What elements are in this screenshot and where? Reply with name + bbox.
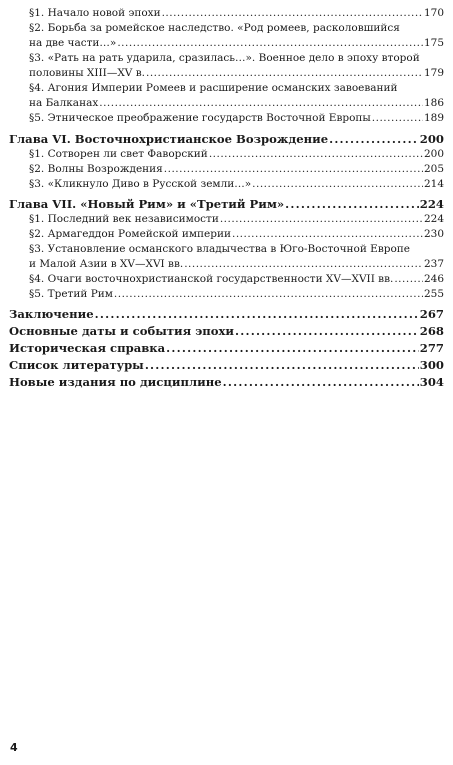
toc-page-number: 277 — [419, 341, 444, 355]
toc-entry-line — [29, 162, 444, 177]
toc-entry-title-line: §3. «Рать на рать ударила, сразилась…». Военное дело в эпоху второй — [29, 52, 420, 64]
toc-entry-line — [29, 212, 444, 227]
toc-entry-line — [9, 340, 444, 356]
toc-entry-title: Основные даты и события эпохи — [9, 324, 234, 338]
toc-page-number: 200 — [419, 132, 444, 146]
dot-leader — [95, 306, 419, 322]
toc-entry-title: Историческая справка — [9, 341, 166, 355]
toc-page-number: 300 — [419, 358, 444, 372]
dot-leader — [252, 177, 423, 192]
dot-leader — [166, 340, 419, 356]
toc-entry-line — [29, 66, 444, 81]
toc-entry-title: §5. Этническое преображение государств Восточной Европы — [29, 112, 371, 124]
toc-chapter-entry[interactable] — [9, 357, 444, 373]
toc-entry-line — [29, 147, 444, 162]
toc-page-number: 246 — [423, 273, 444, 285]
toc-chapter-entry[interactable] — [9, 374, 444, 390]
toc-entry-title-line: §3. Установление османского владычества в Юго-Восточной Европе — [29, 243, 411, 255]
toc-entry-title: Список литературы — [9, 358, 144, 372]
toc-section-entry[interactable] — [29, 227, 444, 242]
toc-entry-title: §1. Последний век независимости — [29, 213, 219, 225]
toc-entry-line — [29, 287, 444, 302]
toc-chapter-entry[interactable] — [9, 196, 444, 212]
toc-page-number: 170 — [423, 7, 444, 19]
toc-page-number: 255 — [423, 288, 444, 300]
toc-entry-line — [29, 177, 444, 192]
toc-entry-line — [9, 306, 444, 322]
toc-entry-line — [9, 131, 444, 147]
toc-page-number: 205 — [423, 163, 444, 175]
toc-page-number: 237 — [423, 258, 444, 270]
toc-entry-title-line: §2. Борьба за ромейское наследство. «Род ромеев, расколовшийся — [29, 22, 400, 34]
toc-entry-title: на две части…» — [29, 37, 117, 49]
toc-chapter-entry[interactable] — [9, 323, 444, 339]
toc-entry-title: §3. «Кликнуло Диво в Русской земли…» — [29, 178, 252, 190]
toc-section-entry[interactable] — [29, 147, 444, 162]
toc-page-number: 224 — [423, 213, 444, 225]
dot-leader — [285, 196, 419, 212]
toc-entry-line — [9, 323, 444, 339]
toc-entry-line — [29, 272, 444, 287]
toc-section-entry[interactable] — [29, 177, 444, 192]
toc-entry-title: Заключение — [9, 307, 94, 321]
dot-leader — [162, 6, 423, 21]
dot-leader — [99, 96, 423, 111]
toc-entry-line — [29, 36, 444, 51]
toc-section-entry[interactable] — [29, 111, 444, 126]
dot-leader — [372, 111, 423, 126]
toc-page-number: 186 — [423, 97, 444, 109]
toc-entry-title-line: §4. Агония Империи Ромеев и расширение османских завоеваний — [29, 82, 398, 94]
toc-page-number: 224 — [419, 197, 444, 211]
dot-leader — [164, 162, 423, 177]
dot-leader — [223, 374, 419, 390]
toc-page-number: 230 — [423, 228, 444, 240]
toc-entry-title: Новые издания по дисциплине — [9, 375, 222, 389]
toc-entry-line — [29, 257, 444, 272]
toc-page-number: 179 — [423, 67, 444, 79]
toc-entry-line — [29, 111, 444, 126]
toc-section-entry[interactable] — [29, 6, 444, 21]
toc-entry-title: на Балканах — [29, 97, 99, 109]
toc-section-entry[interactable] — [29, 212, 444, 227]
toc-section-entry[interactable] — [29, 51, 444, 81]
toc-chapter-entry[interactable] — [9, 340, 444, 356]
toc-page-number: 189 — [423, 112, 444, 124]
toc-section-entry[interactable] — [29, 242, 444, 272]
toc-page-number: 268 — [419, 324, 444, 338]
dot-leader — [114, 287, 423, 302]
toc-entry-title: Глава VII. «Новый Рим» и «Третий Рим» — [9, 197, 285, 211]
page-number: 4 — [10, 741, 18, 754]
dot-leader — [232, 227, 423, 242]
toc-section-entry[interactable] — [29, 21, 444, 51]
toc-entry-title: Глава VI. Восточнохристианское Возрождение — [9, 132, 329, 146]
toc-page-number: 304 — [419, 375, 444, 389]
toc-page-number: 267 — [419, 307, 444, 321]
dot-leader — [184, 257, 423, 272]
dot-leader — [220, 212, 423, 227]
dot-leader — [146, 66, 423, 81]
toc-entry-line — [29, 227, 444, 242]
toc-page-number: 214 — [423, 178, 444, 190]
dot-leader — [394, 272, 423, 287]
dot-leader — [145, 357, 419, 373]
toc-entry-line — [9, 196, 444, 212]
toc-entry-title: §1. Начало новой эпохи — [29, 7, 161, 19]
toc-entry-title: §2. Волны Возрождения — [29, 163, 163, 175]
toc-chapter-entry[interactable] — [9, 306, 444, 322]
toc-chapter-entry[interactable] — [9, 131, 444, 147]
toc-entry-title: §1. Сотворен ли свет Фаворский — [29, 148, 208, 160]
toc-entry-title: §5. Третий Рим — [29, 288, 113, 300]
toc-entry-line — [29, 6, 444, 21]
toc-section-entry[interactable] — [29, 287, 444, 302]
toc-entry-title: и Малой Азии в XV—XVI вв. — [29, 258, 184, 270]
dot-leader — [209, 147, 423, 162]
toc-entry-line — [9, 357, 444, 373]
toc-entry-line — [9, 374, 444, 390]
toc-section-entry[interactable] — [29, 81, 444, 111]
toc-entry-title: половины XIII—XV в. — [29, 67, 145, 79]
dot-leader — [329, 131, 419, 147]
dot-leader — [235, 323, 419, 339]
toc-entry-title: §4. Очаги восточнохристианской государственности XV—XVII вв. — [29, 273, 394, 285]
toc-section-entry[interactable] — [29, 162, 444, 177]
toc-page-number: 200 — [423, 148, 444, 160]
toc-section-entry[interactable] — [29, 272, 444, 287]
toc-entry-title: §2. Армагеддон Ромейской империи — [29, 228, 231, 240]
dot-leader — [117, 36, 423, 51]
toc-entry-line — [29, 96, 444, 111]
toc-page-number: 175 — [423, 37, 444, 49]
table-of-contents — [9, 6, 444, 390]
